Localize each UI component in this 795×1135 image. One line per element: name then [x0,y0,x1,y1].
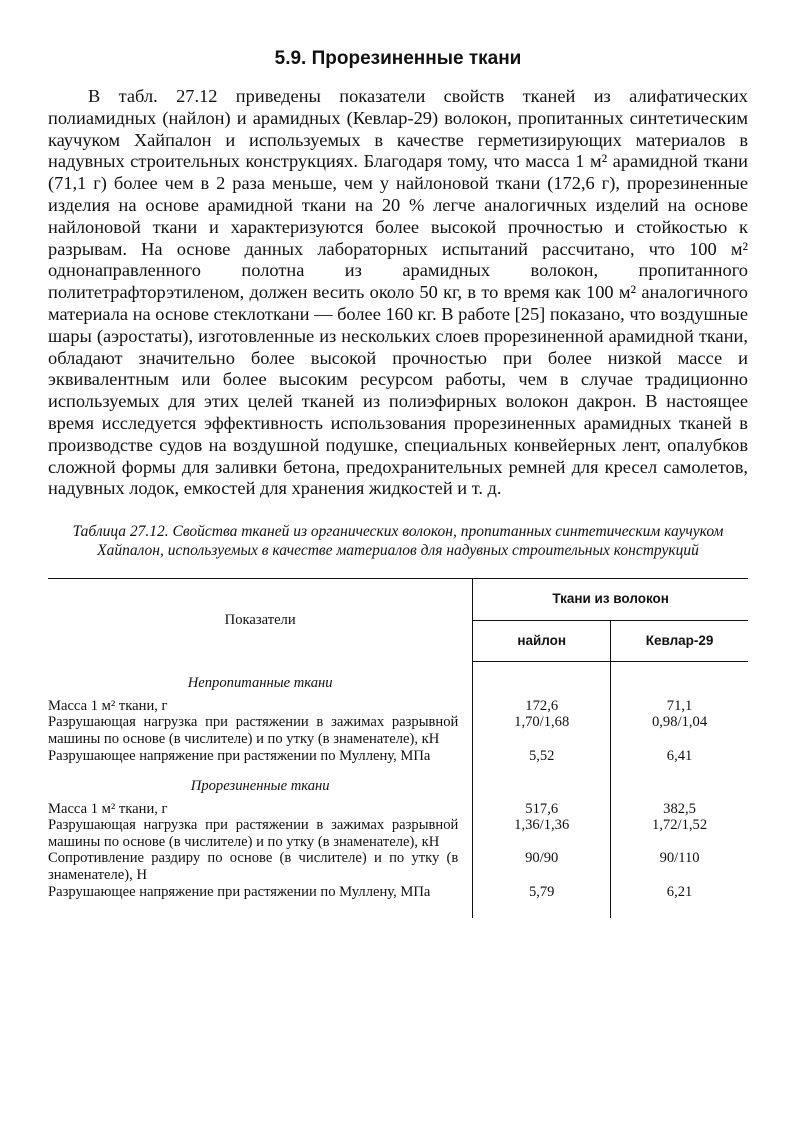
table-row [48,801,748,818]
row-name: Масса 1 м² ткани, г [48,697,168,714]
table-row [48,817,748,850]
row-name: Разрушающее напряжение при растяжении по Муллену, МПа [48,883,431,900]
row-name: Разрушающая нагрузка при растяжении в зажимах разрывной машины по основе (в числителе) и по утку (в знаменателе), кН [48,817,459,850]
value-nylon: 90/90 [473,850,611,883]
value-nylon: 1,36/1,36 [473,817,611,850]
section-title: Прорезиненные ткани [190,778,330,795]
table-row [48,748,748,765]
value-nylon: 517,6 [473,801,611,818]
section-title: Непропитанные ткани [187,675,333,692]
table-row [48,698,748,715]
table-caption: Таблица 27.12. Свойства тканей из органических волокон, пропитанных синтетическим каучуком Хайпалон, используемых в качестве материалов для надувных строительных конструкций [72,523,724,560]
table-row [48,714,748,747]
value-nylon: 172,6 [473,698,611,715]
value-kevlar: 0,98/1,04 [611,714,748,747]
properties-table [48,578,748,918]
column-header-kevlar: Кевлар-29 [611,621,748,661]
value-kevlar: 6,21 [611,884,748,901]
value-nylon: 5,52 [473,748,611,765]
section-heading: 5.9. Прорезиненные ткани [274,48,522,69]
value-kevlar: 71,1 [611,698,748,715]
table-row [48,850,748,883]
value-kevlar: 382,5 [611,801,748,818]
row-name: Сопротивление раздиру по основе (в числителе) и по утку (в знаменателе), Н [48,850,459,884]
row-name: Разрушающая нагрузка при растяжении в зажимах разрывной машины по основе (в числителе) и по утку (в знаменателе), кН [48,714,459,747]
column-header-fibers: Ткани из волокон [473,579,748,621]
document-page [48,48,748,918]
value-nylon: 5,79 [473,884,611,901]
column-header-nylon: найлон [473,621,611,661]
row-name: Разрушающее напряжение при растяжении по Муллену, МПа [48,747,431,764]
value-kevlar: 6,41 [611,748,748,765]
row-name: Масса 1 м² ткани, г [48,800,168,817]
body-paragraph: В табл. 27.12 приведены показатели свойств тканей из алифатических полиамидных (найлон) и арамидных (Кевлар-29) волокон, пропитанных синтетическим каучуком Хайпалон и используемых в качестве герметизирующих материалов в надувных строительных конструкциях. Благодаря тому, что масса 1 м² арамидной ткани (71,1 г) более чем в 2 раза меньше, чем у найлоновой ткани (172,6 г), прорезиненные изделия на основе арамидной ткани на 20 % легче аналогичных изделий на основе найлоновой ткани и характеризуются более высокой прочностью и стойкостью к разрывам. На основе данных лабораторных испытаний рассчитано, что 100 м² однонаправленного полотна из арамидных волокон, пропитанного политетрафторэтиленом, должен весить около 50 кг, в то время как 100 м² аналогичного материала на основе стеклоткани — более 160 кг. В работе [25] показано, что воздушные шары (аэростаты), изготовленные из нескольких слоев прорезиненной арамидной ткани, обладают значительно более высокой прочностью при более низкой массе и эквивалентным или более высоким ресурсом работы, чем в случае традиционно используемых для этих целей тканей из полиэфирных волокон дакрон. В настоящее время исследуется эффективность использования прорезиненных арамидных тканей в производстве судов на воздушной подушке, специальных конвейерных лент, опалубков сложной формы для заливки бетона, предохранительных ремней для кресел самолетов, надувных лодок, емкостей для хранения жидкостей и т. д. [48,86,748,499]
value-kevlar: 1,72/1,52 [611,817,748,850]
column-header-indicators: Показатели [48,579,473,662]
value-kevlar: 90/110 [611,850,748,883]
table-row [48,884,748,901]
value-nylon: 1,70/1,68 [473,714,611,747]
